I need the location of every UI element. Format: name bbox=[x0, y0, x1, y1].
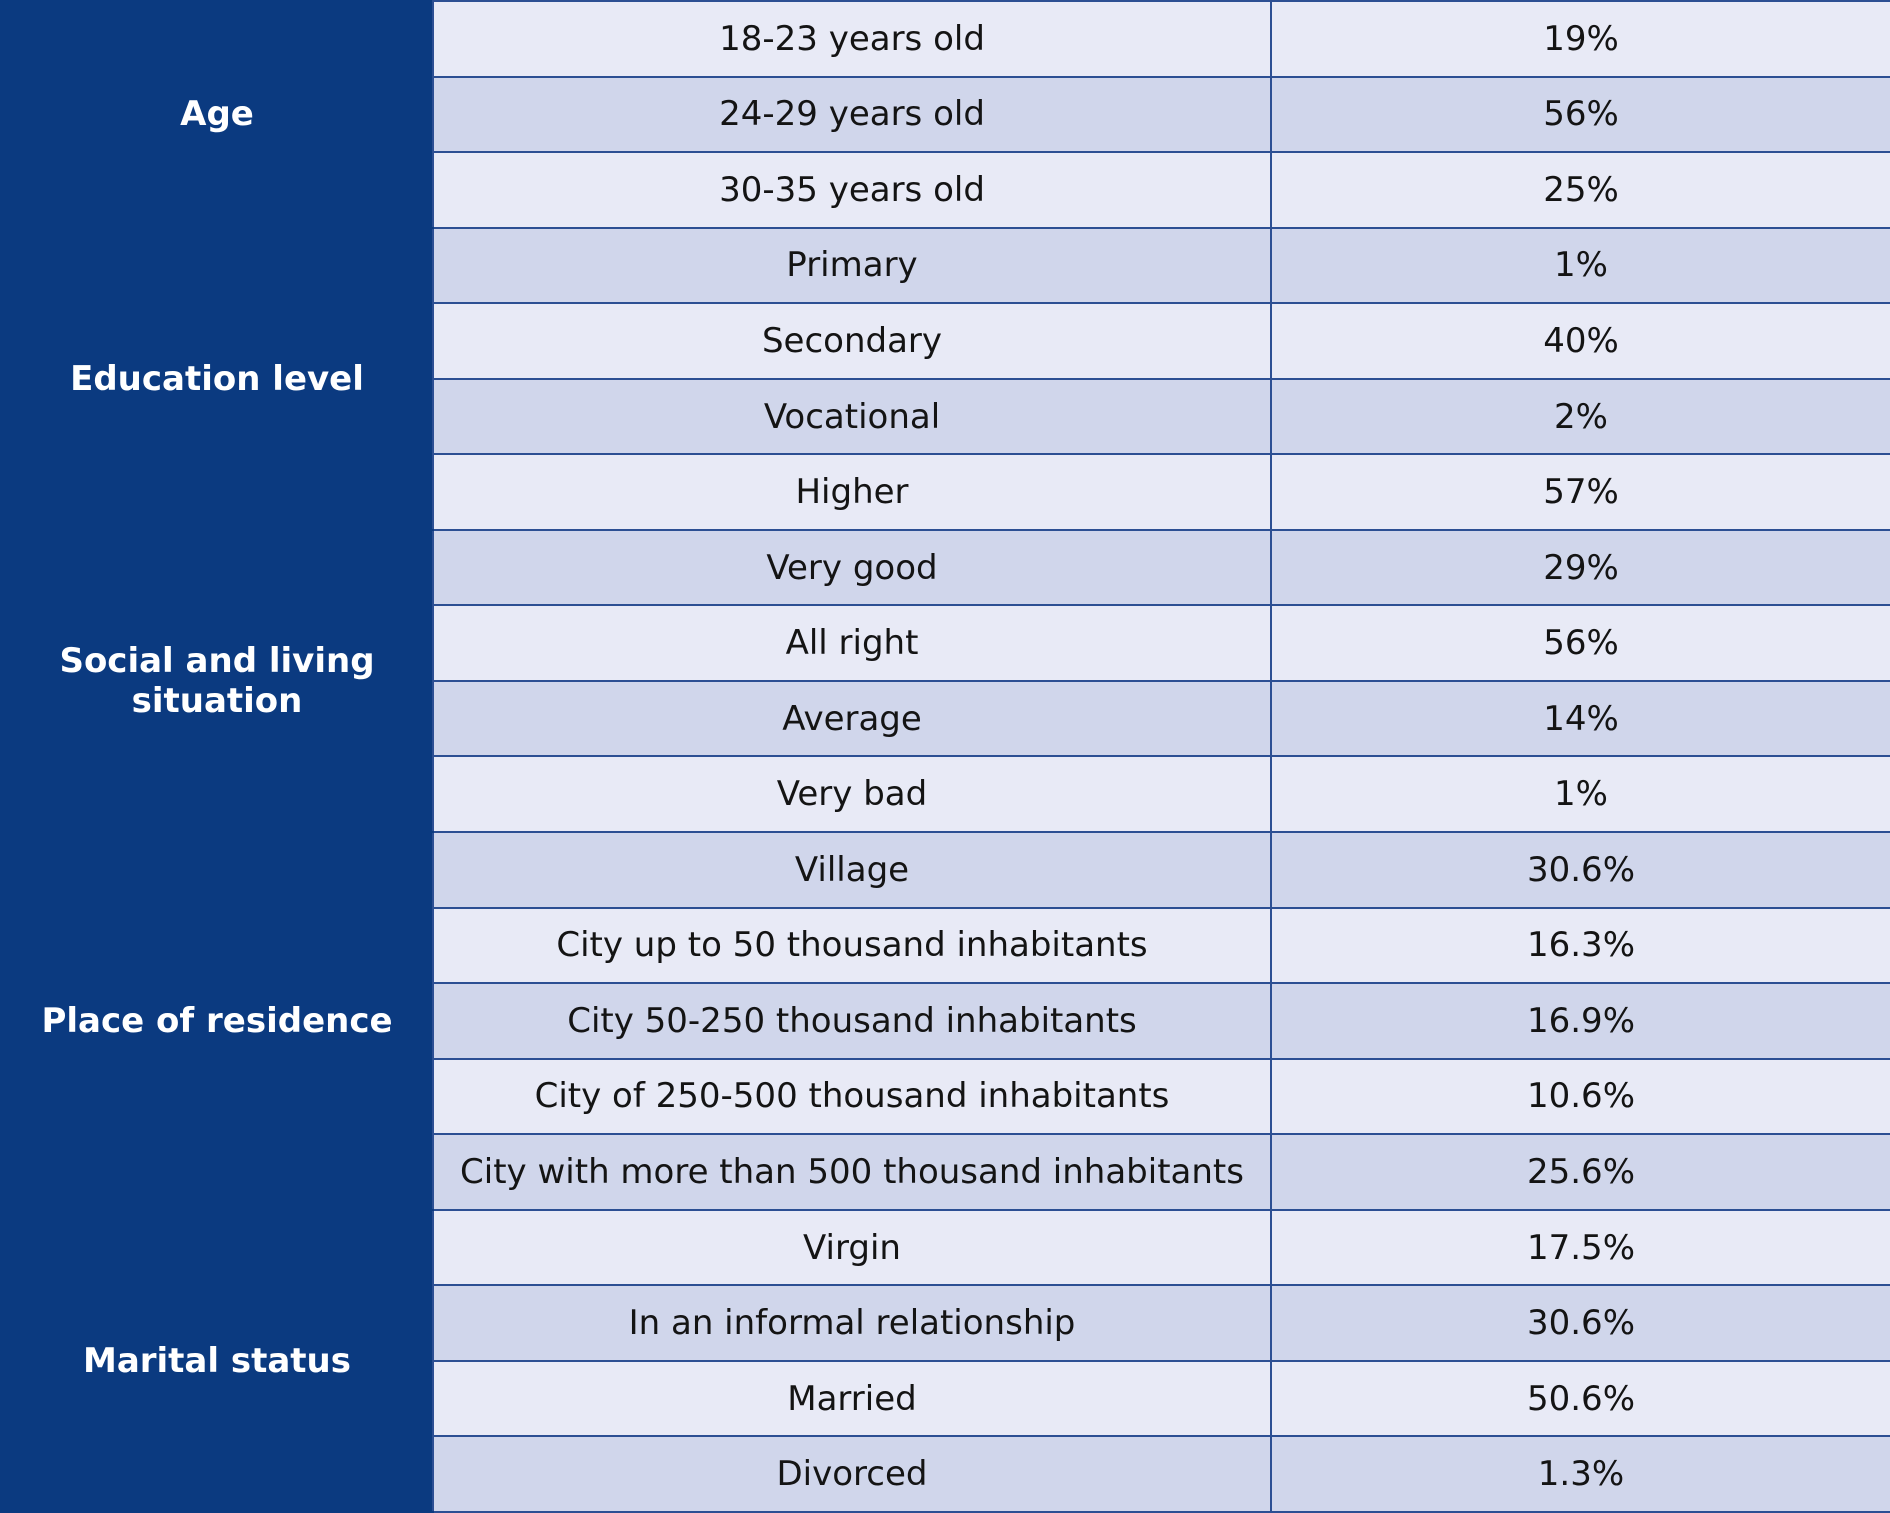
category-cell: Education level bbox=[1, 228, 433, 530]
response-label-cell: Higher bbox=[433, 454, 1271, 530]
response-label-cell: Secondary bbox=[433, 303, 1271, 379]
response-label-cell: City of 250-500 thousand inhabitants bbox=[433, 1059, 1271, 1135]
percentage-cell: 1.3% bbox=[1271, 1436, 1890, 1512]
response-label-cell: 30-35 years old bbox=[433, 152, 1271, 228]
percentage-cell: 30.6% bbox=[1271, 832, 1890, 908]
response-label-cell: City with more than 500 thousand inhabitants bbox=[433, 1134, 1271, 1210]
response-label-cell: Village bbox=[433, 832, 1271, 908]
table-row bbox=[1, 1, 1890, 77]
response-label-cell: Divorced bbox=[433, 1436, 1271, 1512]
response-label-cell: Married bbox=[433, 1361, 1271, 1437]
response-label-cell: In an informal relationship bbox=[433, 1285, 1271, 1361]
response-label-cell: Very bad bbox=[433, 756, 1271, 832]
response-label-cell: All right bbox=[433, 605, 1271, 681]
percentage-cell: 30.6% bbox=[1271, 1285, 1890, 1361]
response-label-cell: City 50-250 thousand inhabitants bbox=[433, 983, 1271, 1059]
percentage-cell: 16.3% bbox=[1271, 908, 1890, 984]
category-cell: Place of residence bbox=[1, 832, 433, 1210]
response-label-cell: Vocational bbox=[433, 379, 1271, 455]
table-row bbox=[1, 228, 1890, 304]
percentage-cell: 16.9% bbox=[1271, 983, 1890, 1059]
table-row bbox=[1, 530, 1890, 606]
percentage-cell: 19% bbox=[1271, 1, 1890, 77]
category-cell: Social and living situation bbox=[1, 530, 433, 832]
percentage-cell: 50.6% bbox=[1271, 1361, 1890, 1437]
table-body bbox=[1, 1, 1890, 1512]
percentage-cell: 1% bbox=[1271, 228, 1890, 304]
percentage-cell: 10.6% bbox=[1271, 1059, 1890, 1135]
category-cell: Marital status bbox=[1, 1210, 433, 1512]
percentage-cell: 25.6% bbox=[1271, 1134, 1890, 1210]
percentage-cell: 56% bbox=[1271, 605, 1890, 681]
percentage-cell: 40% bbox=[1271, 303, 1890, 379]
category-cell: Age bbox=[1, 1, 433, 228]
table-row bbox=[1, 1210, 1890, 1286]
response-label-cell: Virgin bbox=[433, 1210, 1271, 1286]
response-label-cell: 18-23 years old bbox=[433, 1, 1271, 77]
percentage-cell: 57% bbox=[1271, 454, 1890, 530]
response-label-cell: 24-29 years old bbox=[433, 77, 1271, 153]
percentage-cell: 14% bbox=[1271, 681, 1890, 757]
response-label-cell: Primary bbox=[433, 228, 1271, 304]
percentage-cell: 56% bbox=[1271, 77, 1890, 153]
table-row bbox=[1, 832, 1890, 908]
percentage-cell: 17.5% bbox=[1271, 1210, 1890, 1286]
percentage-cell: 25% bbox=[1271, 152, 1890, 228]
percentage-cell: 2% bbox=[1271, 379, 1890, 455]
percentage-cell: 29% bbox=[1271, 530, 1890, 606]
percentage-cell: 1% bbox=[1271, 756, 1890, 832]
response-label-cell: City up to 50 thousand inhabitants bbox=[433, 908, 1271, 984]
response-label-cell: Very good bbox=[433, 530, 1271, 606]
response-label-cell: Average bbox=[433, 681, 1271, 757]
